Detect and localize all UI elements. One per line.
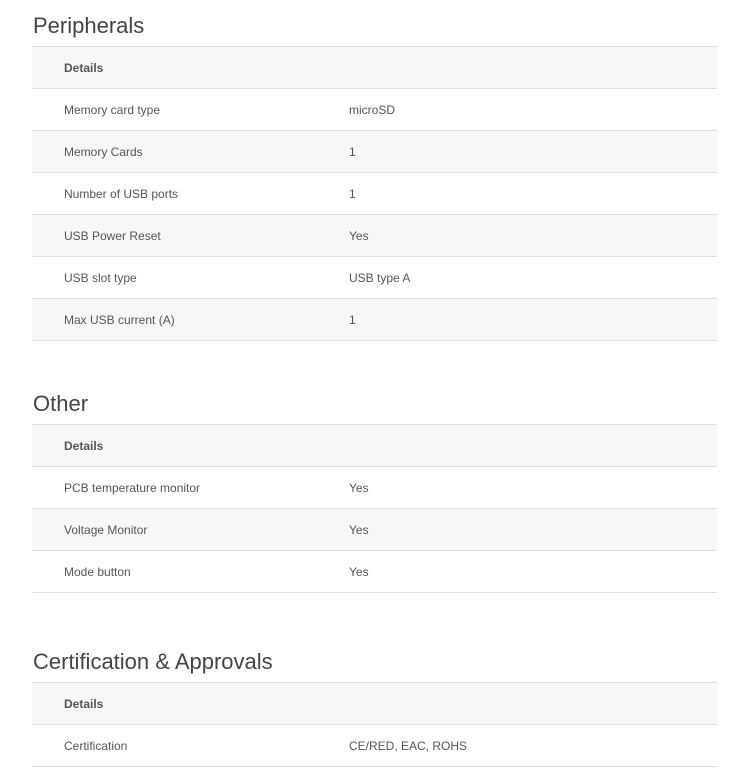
section-title-other: Other <box>33 391 89 416</box>
table-row <box>32 214 717 256</box>
peripherals-table <box>32 46 717 341</box>
table-row <box>32 130 717 172</box>
row-value: microSD <box>349 102 396 117</box>
row-label: Voltage Monitor <box>64 522 148 537</box>
row-label: Max USB current (A) <box>64 312 175 327</box>
other-table <box>32 424 717 593</box>
table-header-label: Details <box>64 60 104 75</box>
table-header-row <box>32 46 717 88</box>
row-label: PCB temperature monitor <box>64 480 201 495</box>
section-title-certification: Certification & Approvals <box>33 649 273 674</box>
row-label: Certification <box>64 738 128 753</box>
row-value: 1 <box>349 312 356 327</box>
row-value: 1 <box>349 186 356 201</box>
row-value: Yes <box>349 480 369 495</box>
section-title-peripherals: Peripherals <box>33 13 145 38</box>
row-label: Memory card type <box>64 102 161 117</box>
row-label: USB slot type <box>64 270 137 285</box>
table-header-row <box>32 682 717 724</box>
table-row <box>32 724 717 767</box>
row-label: Memory Cards <box>64 144 143 159</box>
table-row <box>32 508 717 550</box>
row-label: USB Power Reset <box>64 228 161 243</box>
table-row <box>32 88 717 130</box>
table-row <box>32 466 717 508</box>
table-row <box>32 256 717 298</box>
row-value: Yes <box>349 228 369 243</box>
row-value: USB type A <box>349 270 411 285</box>
row-label: Mode button <box>64 564 131 579</box>
table-row <box>32 298 717 341</box>
table-row <box>32 550 717 593</box>
row-value: Yes <box>349 564 369 579</box>
row-label: Number of USB ports <box>64 186 179 201</box>
table-header-row <box>32 424 717 466</box>
table-header-label: Details <box>64 438 104 453</box>
certification-table <box>32 682 717 767</box>
row-value: 1 <box>349 144 356 159</box>
table-row <box>32 172 717 214</box>
row-value: Yes <box>349 522 369 537</box>
table-header-label: Details <box>64 696 104 711</box>
row-value: CE/RED, EAC, ROHS <box>349 738 468 753</box>
